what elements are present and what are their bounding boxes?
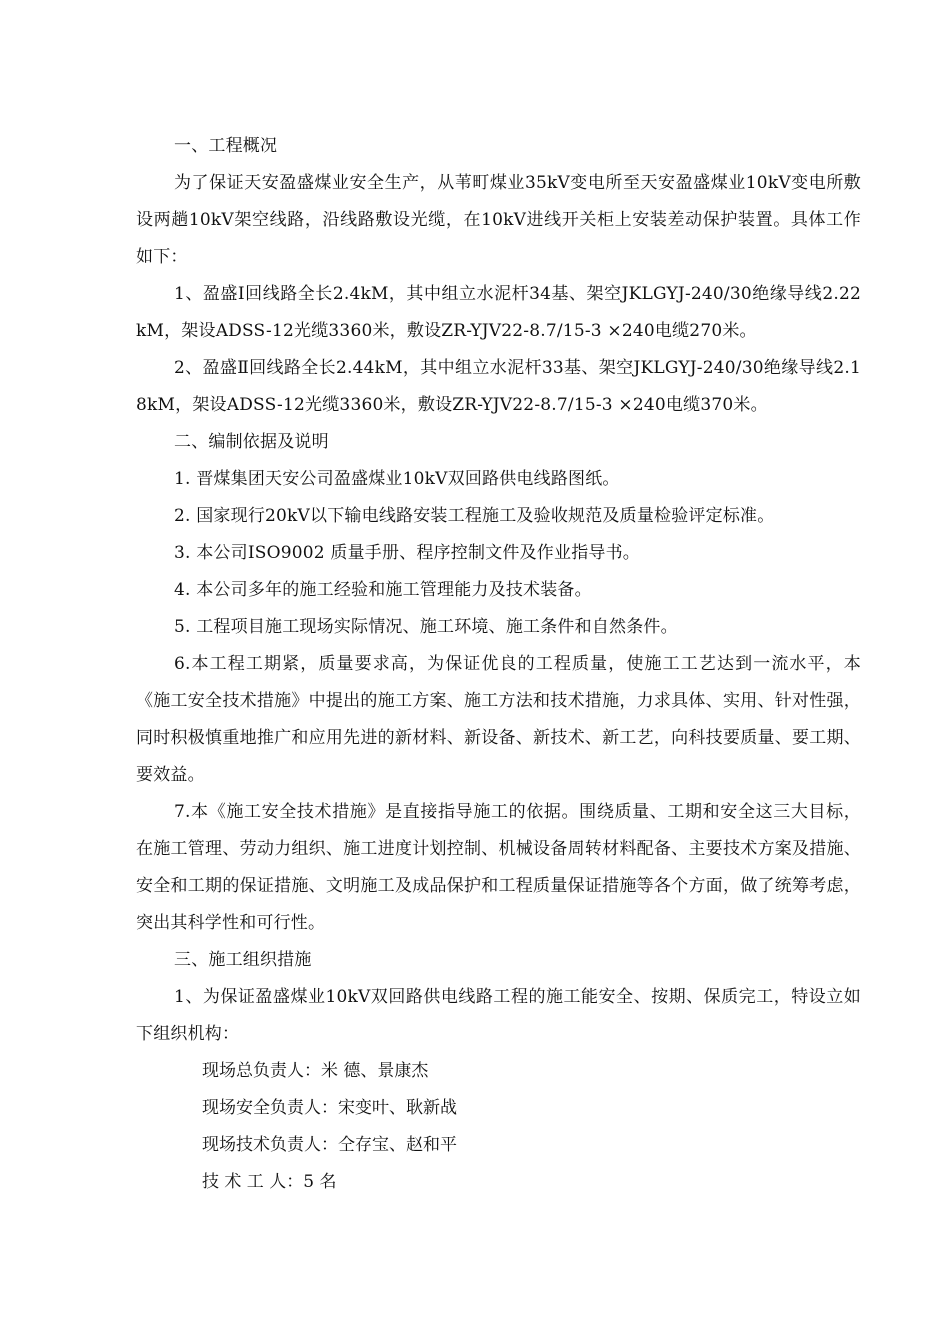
basis-item-1: 1. 晋煤集团天安公司盈盛煤业10kV双回路供电线路图纸。: [174, 469, 620, 489]
section-heading-overview: 一、工程概况: [174, 136, 278, 156]
basis-item-7: 7.本《施工安全技术措施》是直接指导施工的依据。围绕质量、工期和安全这三大目标，在施工管理、劳动力组织、施工进度计划控制、机械设备周转材料配备、主要技术方案及措施、安全和工期的保证措施、文明施工及成品保护和工程质量保证措施等各个方面，做了统筹考虑，突出其科学性和可行性。: [136, 802, 861, 933]
staff-row-technicians: [136, 1164, 861, 1201]
staff-names: 仝存宝、赵和平: [338, 1135, 457, 1155]
section-heading-organization: 三、施工组织措施: [174, 950, 312, 970]
overview-intro-paragraph: 为了保证天安盈盛煤业安全生产，从苇町煤业35kV变电所至天安盈盛煤业10kV变电所敷设两趟10kV架空线路，沿线路敷设光缆，在10kV进线开关柜上安装差动保护装置。具体工作如下：: [136, 173, 861, 267]
staff-role: 现场安全负责人：: [202, 1098, 338, 1118]
basis-item-5: 5. 工程项目施工现场实际情况、施工环境、施工条件和自然条件。: [174, 617, 678, 637]
basis-item-2: 2. 国家现行20kV以下输电线路安装工程施工及验收规范及质量检验评定标准。: [174, 506, 775, 526]
staff-row-general-manager: [136, 1053, 861, 1090]
basis-item-3: 3. 本公司ISO9002 质量手册、程序控制文件及作业指导书。: [174, 543, 640, 563]
staff-names: 宋变叶、耿新战: [338, 1098, 457, 1118]
overview-item-2: 2、盈盛Ⅱ回线路全长2.44kM，其中组立水泥杆33基、架空JKLGYJ-240/30绝缘导线2.18kM，架设ADSS-12光缆3360米，敷设ZR-YJV22-8.7/15-3 ×240电缆370米。: [136, 358, 861, 415]
organization-item-1: 1、为保证盈盛煤业10kV双回路供电线路工程的施工能安全、按期、保质完工，特设立如下组织机构：: [136, 987, 861, 1044]
staff-names: 米 德、景康杰: [321, 1061, 429, 1081]
staff-role: 现场技术负责人：: [202, 1135, 338, 1155]
section-heading-basis: 二、编制依据及说明: [174, 432, 329, 452]
staff-names: 5 名: [303, 1172, 337, 1192]
document-body: [136, 128, 861, 1201]
staff-row-safety-manager: [136, 1090, 861, 1127]
staff-role: 现场总负责人：: [202, 1061, 321, 1081]
staff-role: 技 术 工 人：: [202, 1172, 304, 1192]
staff-row-technical-manager: [136, 1127, 861, 1164]
basis-item-4: 4. 本公司多年的施工经验和施工管理能力及技术装备。: [174, 580, 592, 600]
overview-item-1: 1、盈盛Ⅰ回线路全长2.4kM，其中组立水泥杆34基、架空JKLGYJ-240/30绝缘导线2.22kM，架设ADSS-12光缆3360米，敷设ZR-YJV22-8.7/15-3 ×240电缆270米。: [136, 284, 861, 341]
basis-item-6: 6.本工程工期紧，质量要求高，为保证优良的工程质量，使施工工艺达到一流水平，本《施工安全技术措施》中提出的施工方案、施工方法和技术措施，力求具体、实用、针对性强，同时积极慎重地推广和应用先进的新材料、新设备、新技术、新工艺，向科技要质量、要工期、要效益。: [136, 654, 861, 785]
